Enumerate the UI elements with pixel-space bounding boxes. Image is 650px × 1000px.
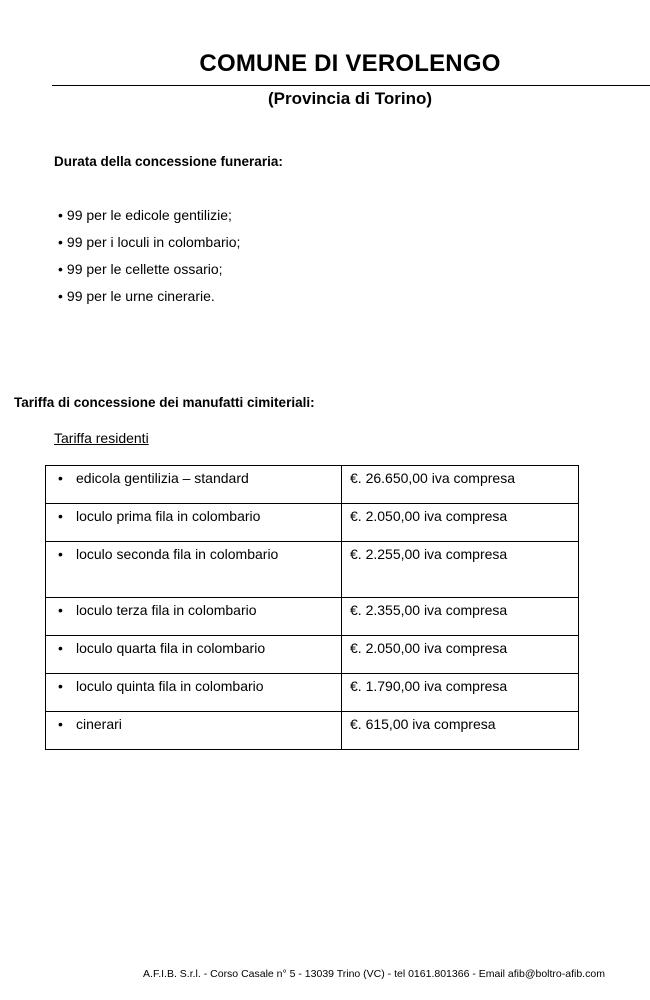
item-label: loculo quinta fila in colombario [76, 678, 264, 694]
table-row [46, 542, 579, 598]
table-cell-item [46, 636, 342, 674]
bullet-icon: • [58, 261, 63, 277]
bullet-icon: • [58, 207, 63, 223]
bullet-icon: • [58, 288, 63, 304]
tariffa-heading: Tariffa di concessione dei manufatti cimiteriali: [14, 395, 315, 410]
page-title: COMUNE DI VEROLENGO [199, 50, 501, 77]
tariffa-subheading: Tariffa residenti [54, 430, 149, 446]
table-cell-item [46, 598, 342, 636]
list-item [58, 286, 240, 313]
list-item-text: 99 per le cellette ossario; [66, 261, 223, 277]
item-label: loculo prima fila in colombario [76, 508, 261, 524]
footer-contact: A.F.I.B. S.r.l. - Corso Casale n° 5 - 13039 Trino (VC) - tel 0161.801366 - Email afib@boltro-afib.com [143, 968, 605, 980]
title-rule [52, 85, 650, 86]
bullet-icon: • [58, 546, 63, 562]
durata-list [58, 205, 240, 313]
table-cell-price: €. 1.790,00 iva compresa [342, 674, 579, 712]
table-cell-price: €. 2.050,00 iva compresa [342, 504, 579, 542]
page-subtitle: (Provincia di Torino) [267, 89, 433, 108]
item-label: cinerari [76, 716, 122, 732]
bullet-icon: • [58, 678, 63, 694]
table-row [46, 598, 579, 636]
table-cell-item [46, 674, 342, 712]
bullet-icon: • [58, 640, 63, 656]
bullet-icon: • [58, 470, 63, 486]
list-item-text: 99 per i loculi in colombario; [66, 234, 241, 250]
table-cell-item [46, 466, 342, 504]
list-item-text: 99 per le edicole gentilizie; [66, 207, 232, 223]
bullet-icon: • [58, 234, 63, 250]
list-item [58, 259, 240, 286]
item-label: edicola gentilizia – standard [76, 470, 249, 486]
table-cell-price: €. 26.650,00 iva compresa [342, 466, 579, 504]
list-item [58, 205, 240, 232]
list-item [58, 232, 240, 259]
table-cell-price: €. 2.050,00 iva compresa [342, 636, 579, 674]
list-item-text: 99 per le urne cinerarie. [66, 288, 215, 304]
table-cell-item [46, 542, 342, 598]
table-row [46, 636, 579, 674]
table-row [46, 466, 579, 504]
bullet-icon: • [58, 508, 63, 524]
table-row [46, 504, 579, 542]
table-cell-item [46, 712, 342, 750]
table-row [46, 712, 579, 750]
item-label: loculo quarta fila in colombario [76, 640, 266, 656]
bullet-icon: • [58, 716, 63, 732]
durata-heading: Durata della concessione funeraria: [54, 154, 283, 169]
item-label: loculo seconda fila in colombario [76, 546, 279, 562]
table-row [46, 674, 579, 712]
item-label: loculo terza fila in colombario [76, 602, 257, 618]
table-cell-price: €. 615,00 iva compresa [342, 712, 579, 750]
table-cell-price: €. 2.355,00 iva compresa [342, 598, 579, 636]
table-cell-item [46, 504, 342, 542]
table-cell-price: €. 2.255,00 iva compresa [342, 542, 579, 598]
bullet-icon: • [58, 602, 63, 618]
tariffe-table [45, 465, 579, 750]
